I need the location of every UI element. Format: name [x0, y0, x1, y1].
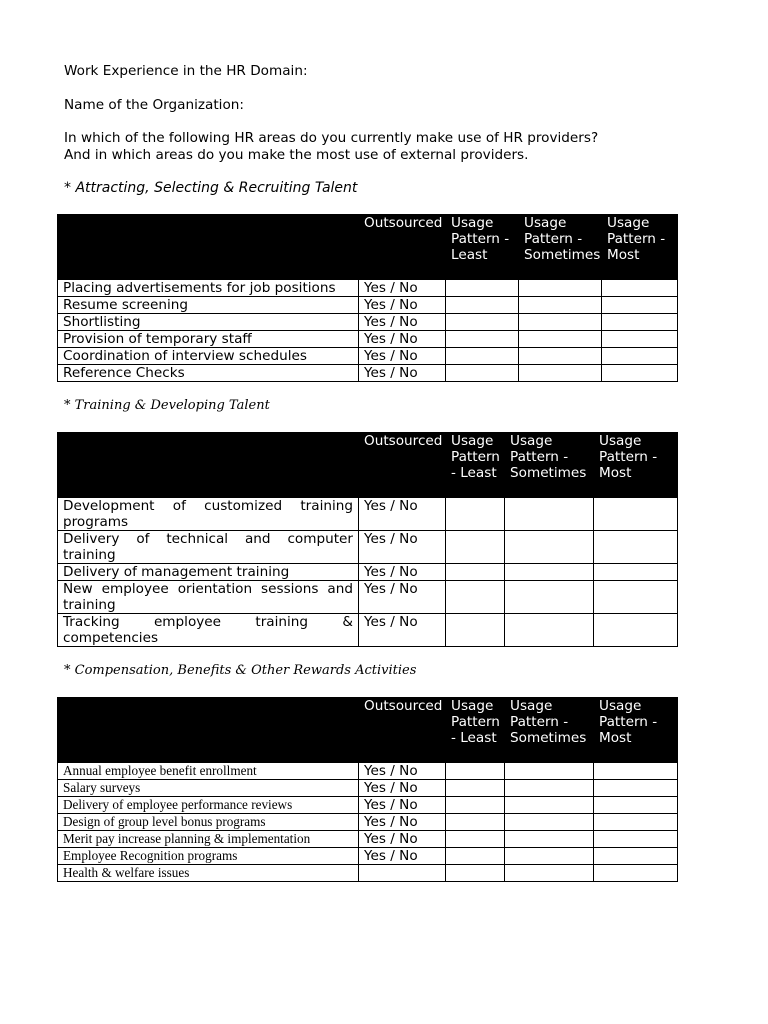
organization-name-label: Name of the Organization:	[64, 97, 244, 113]
usage-most-cell[interactable]	[594, 814, 678, 831]
usage-least-cell[interactable]	[446, 814, 505, 831]
section-title-compensation: * Compensation, Benefits & Other Rewards Activities	[64, 663, 417, 678]
row-activity: Delivery of management training	[58, 564, 359, 581]
row-outsourced[interactable]	[359, 865, 446, 882]
usage-most-cell[interactable]	[594, 581, 678, 614]
row-activity: Shortlisting	[58, 314, 359, 331]
row-outsourced[interactable]: Yes / No	[359, 848, 446, 865]
usage-least-cell[interactable]	[446, 581, 505, 614]
row-activity: Salary surveys	[58, 780, 359, 797]
row-activity: Merit pay increase planning & implementation	[58, 831, 359, 848]
usage-least-cell[interactable]	[446, 780, 505, 797]
usage-most-cell[interactable]	[594, 780, 678, 797]
table-row	[58, 531, 678, 564]
usage-sometimes-cell[interactable]	[505, 865, 594, 882]
header-usage-sometimes: Usage Pattern - Sometimes	[519, 215, 602, 280]
header-outsourced: Outsourced	[359, 433, 446, 498]
usage-least-cell[interactable]	[446, 614, 505, 647]
usage-sometimes-cell[interactable]	[505, 531, 594, 564]
table-row	[58, 331, 678, 348]
header-outsourced: Outsourced	[359, 698, 446, 763]
row-activity: Tracking employee training & competencies	[58, 614, 359, 647]
usage-least-cell[interactable]	[446, 280, 519, 297]
row-outsourced[interactable]: Yes / No	[359, 331, 446, 348]
row-outsourced[interactable]: Yes / No	[359, 831, 446, 848]
row-activity: Reference Checks	[58, 365, 359, 382]
usage-least-cell[interactable]	[446, 848, 505, 865]
usage-most-cell[interactable]	[602, 331, 678, 348]
header-usage-least: Usage Pattern - Least	[446, 433, 505, 498]
usage-least-cell[interactable]	[446, 564, 505, 581]
usage-sometimes-cell[interactable]	[505, 763, 594, 780]
usage-least-cell[interactable]	[446, 365, 519, 382]
row-activity: Delivery of technical and computer training	[58, 531, 359, 564]
usage-least-cell[interactable]	[446, 831, 505, 848]
row-activity: Health & welfare issues	[58, 865, 359, 882]
section-title-recruiting: * Attracting, Selecting & Recruiting Talent	[64, 180, 358, 196]
table-row	[58, 763, 678, 780]
row-outsourced[interactable]: Yes / No	[359, 348, 446, 365]
row-outsourced[interactable]: Yes / No	[359, 780, 446, 797]
row-outsourced[interactable]: Yes / No	[359, 614, 446, 647]
usage-most-cell[interactable]	[594, 614, 678, 647]
header-activity	[58, 433, 359, 498]
row-activity: Development of customized training programs	[58, 498, 359, 531]
usage-least-cell[interactable]	[446, 498, 505, 531]
section-title-training: * Training & Developing Talent	[64, 398, 270, 413]
table-row	[58, 865, 678, 882]
usage-sometimes-cell[interactable]	[505, 831, 594, 848]
row-outsourced[interactable]: Yes / No	[359, 297, 446, 314]
header-usage-sometimes: Usage Pattern - Sometimes	[505, 433, 594, 498]
table-row	[58, 797, 678, 814]
usage-most-cell[interactable]	[594, 498, 678, 531]
usage-least-cell[interactable]	[446, 297, 519, 314]
usage-least-cell[interactable]	[446, 331, 519, 348]
row-activity: New employee orientation sessions and training	[58, 581, 359, 614]
usage-sometimes-cell[interactable]	[519, 297, 602, 314]
usage-sometimes-cell[interactable]	[505, 498, 594, 531]
usage-sometimes-cell[interactable]	[505, 564, 594, 581]
header-usage-most: Usage Pattern - Most	[594, 698, 678, 763]
header-usage-least: Usage Pattern - Least	[446, 215, 519, 280]
table-row	[58, 564, 678, 581]
table-row	[58, 848, 678, 865]
table-row	[58, 814, 678, 831]
table-row	[58, 280, 678, 297]
usage-sometimes-cell[interactable]	[505, 797, 594, 814]
training-table	[57, 432, 678, 647]
usage-most-cell[interactable]	[602, 280, 678, 297]
usage-most-cell[interactable]	[594, 797, 678, 814]
usage-sometimes-cell[interactable]	[505, 614, 594, 647]
row-outsourced[interactable]: Yes / No	[359, 280, 446, 297]
row-outsourced[interactable]: Yes / No	[359, 564, 446, 581]
header-usage-most: Usage Pattern - Most	[602, 215, 678, 280]
table-row	[58, 314, 678, 331]
usage-sometimes-cell[interactable]	[505, 780, 594, 797]
recruiting-table	[57, 214, 678, 382]
usage-least-cell[interactable]	[446, 314, 519, 331]
usage-most-cell[interactable]	[602, 365, 678, 382]
row-activity: Provision of temporary staff	[58, 331, 359, 348]
table-row	[58, 297, 678, 314]
row-activity: Resume screening	[58, 297, 359, 314]
table-row	[58, 348, 678, 365]
table-row	[58, 780, 678, 797]
usage-sometimes-cell[interactable]	[505, 848, 594, 865]
row-outsourced[interactable]: Yes / No	[359, 365, 446, 382]
usage-most-cell[interactable]	[594, 848, 678, 865]
usage-sometimes-cell[interactable]	[519, 280, 602, 297]
compensation-table	[57, 697, 678, 882]
header-activity	[58, 215, 359, 280]
usage-sometimes-cell[interactable]	[519, 331, 602, 348]
table-row	[58, 581, 678, 614]
table-row	[58, 498, 678, 531]
question-line-1: In which of the following HR areas do you currently make use of HR providers?	[64, 130, 599, 146]
usage-sometimes-cell[interactable]	[519, 314, 602, 331]
row-outsourced[interactable]: Yes / No	[359, 498, 446, 531]
usage-sometimes-cell[interactable]	[505, 581, 594, 614]
usage-least-cell[interactable]	[446, 348, 519, 365]
header-usage-least: Usage Pattern - Least	[446, 698, 505, 763]
usage-most-cell[interactable]	[602, 297, 678, 314]
row-activity: Annual employee benefit enrollment	[58, 763, 359, 780]
usage-most-cell[interactable]	[594, 564, 678, 581]
row-outsourced[interactable]: Yes / No	[359, 531, 446, 564]
header-usage-sometimes: Usage Pattern - Sometimes	[505, 698, 594, 763]
row-activity: Delivery of employee performance reviews	[58, 797, 359, 814]
header-usage-most: Usage Pattern - Most	[594, 433, 678, 498]
usage-most-cell[interactable]	[594, 865, 678, 882]
usage-least-cell[interactable]	[446, 531, 505, 564]
header-outsourced: Outsourced	[359, 215, 446, 280]
usage-least-cell[interactable]	[446, 797, 505, 814]
usage-most-cell[interactable]	[594, 763, 678, 780]
row-activity: Coordination of interview schedules	[58, 348, 359, 365]
row-activity: Employee Recognition programs	[58, 848, 359, 865]
row-outsourced[interactable]: Yes / No	[359, 797, 446, 814]
header-activity	[58, 698, 359, 763]
usage-sometimes-cell[interactable]	[519, 348, 602, 365]
usage-most-cell[interactable]	[594, 531, 678, 564]
row-outsourced[interactable]: Yes / No	[359, 763, 446, 780]
row-activity: Placing advertisements for job positions	[58, 280, 359, 297]
work-experience-label: Work Experience in the HR Domain:	[64, 63, 308, 79]
table-row	[58, 614, 678, 647]
table-row	[58, 831, 678, 848]
usage-sometimes-cell[interactable]	[505, 814, 594, 831]
usage-most-cell[interactable]	[602, 314, 678, 331]
usage-least-cell[interactable]	[446, 865, 505, 882]
question-line-2: And in which areas do you make the most use of external providers.	[64, 147, 529, 163]
row-outsourced[interactable]: Yes / No	[359, 814, 446, 831]
usage-sometimes-cell[interactable]	[519, 365, 602, 382]
row-outsourced[interactable]: Yes / No	[359, 314, 446, 331]
usage-most-cell[interactable]	[602, 348, 678, 365]
row-activity: Design of group level bonus programs	[58, 814, 359, 831]
usage-least-cell[interactable]	[446, 763, 505, 780]
row-outsourced[interactable]: Yes / No	[359, 581, 446, 614]
table-row	[58, 365, 678, 382]
usage-most-cell[interactable]	[594, 831, 678, 848]
